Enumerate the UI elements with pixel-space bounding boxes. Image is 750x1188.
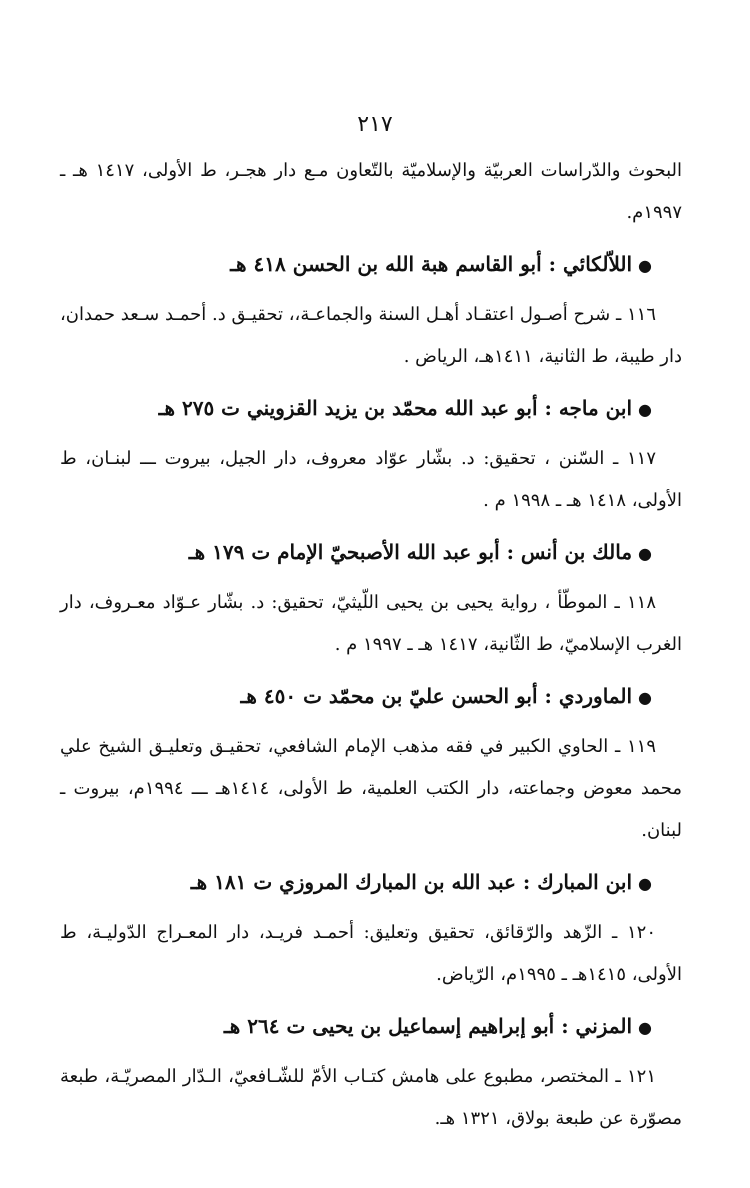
bullet-icon: ● xyxy=(638,400,652,419)
entry-text: ١١٧ ـ السّنن ، تحقيق: د. بشّار عوّاد معروف، دار الجيل، بيروت ـــ لبنـان، ط الأولى، ١٤١٨ هـ ـ ١٩٩٨ م . xyxy=(60,448,682,511)
continuation-text: البحوث والدّراسات العربيّة والإسلاميّة بالتّعاون مـع دار هجـر، ط الأولى، ١٤١٧ هـ ـ ١٩٩٧م. xyxy=(60,160,683,223)
entry-heading xyxy=(60,860,682,906)
bullet-icon: ● xyxy=(638,1018,652,1037)
bullet-icon: ● xyxy=(638,256,652,275)
entry-text: ١١٦ ـ شرح أصـول اعتقـاد أهـل السنة والجماعـة،، تحقيـق د. أحمـد سـعد حمدان، دار طيبة، ط الثانية، ١٤١١هـ، الرياض . xyxy=(60,304,682,367)
page-number: ٢١٧ xyxy=(357,112,393,137)
entry-text: ١١٩ ـ الحاوي الكبير في فقه مذهب الإمام الشافعي، تحقيـق وتعليـق الشيخ علي محمد معوض وجماعته، دار الكتب العلمية، ط الأولى، ١٤١٤هـ ـــ ١٩٩٤م، بيروت ـ لبنان. xyxy=(60,736,682,841)
bullet-icon: ● xyxy=(638,544,652,563)
heading-text: ابن المبارك : عبد الله بن المبارك المروزي ت ١٨١ هـ xyxy=(190,870,633,894)
heading-text: المزني : أبو إبراهيم إسماعيل بن يحيى ت ٢٦٤ هـ xyxy=(223,1014,633,1038)
heading-text: الماوردي : أبو الحسن عليّ بن محمّد ت ٤٥٠ هـ xyxy=(240,684,633,708)
entry-text: ١٢١ ـ المختصر، مطبوع على هامش كتـاب الأمّ للشّـافعيّ، الـدّار المصريّـة، طبعة مصوّرة عن طبعة بولاق، ١٣٢١ هـ. xyxy=(60,1066,682,1129)
bullet-icon: ● xyxy=(638,874,652,893)
entry-heading xyxy=(60,386,682,432)
heading-text: اللاّلكائي : أبو القاسم هبة الله بن الحسن ٤١٨ هـ xyxy=(230,252,633,276)
heading-text: ابن ماجه : أبو عبد الله محمّد بن يزيد القزويني ت ٢٧٥ هـ xyxy=(158,396,633,420)
entry-heading xyxy=(60,674,682,720)
page-content xyxy=(60,150,682,1140)
entry-text: ١١٨ ـ الموطّأ ، رواية يحيى بن يحيى اللّيثيّ، تحقيق: د. بشّار عـوّاد معـروف، دار الغرب الإسلاميّ، ط الثّانية، ١٤١٧ هـ ـ ١٩٩٧ م . xyxy=(60,592,682,655)
heading-text: مالك بن أنس : أبو عبد الله الأصبحيّ الإمام ت ١٧٩ هـ xyxy=(188,540,633,564)
entry-heading xyxy=(60,530,682,576)
entry-text: ١٢٠ ـ الزّهد والرّقائق، تحقيق وتعليق: أحمـد فريـد، دار المعـراج الدّوليـة، ط الأولى، ١٤١٥هـ ـ ١٩٩٥م، الرّياض. xyxy=(60,922,682,985)
entry-heading xyxy=(60,242,682,288)
entry-heading xyxy=(60,1004,682,1050)
bullet-icon: ● xyxy=(638,688,652,707)
